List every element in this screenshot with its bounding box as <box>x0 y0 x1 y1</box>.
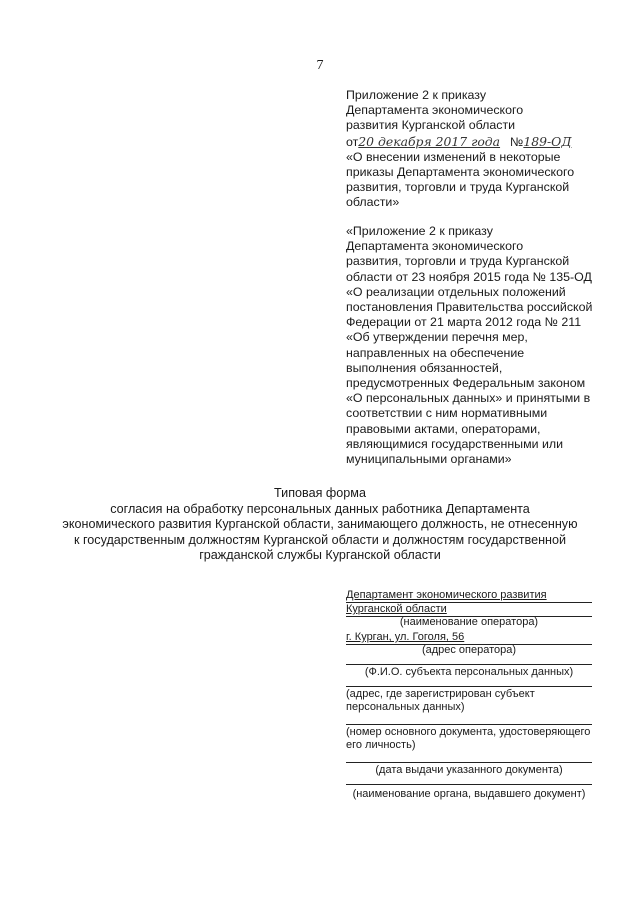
subject-line-1: «О внесении изменений в некоторые <box>346 149 561 164</box>
number-prefix: № <box>510 134 524 149</box>
quote-line-5: «О реализации отдельных положений <box>346 284 566 299</box>
header-line-1: Приложение 2 к приказу <box>346 88 487 102</box>
document-issuer-line[interactable] <box>346 784 592 785</box>
quote-line-4: области от 23 ноября 2015 года № 135-ОД <box>346 269 592 284</box>
document-issuer-caption: (наименование органа, выдавшего документ) <box>352 788 586 800</box>
quoted-appendix <box>346 224 636 467</box>
quote-line-14: правовыми актами, операторами, <box>346 421 541 436</box>
header-line-2: Департамента экономического <box>346 103 524 118</box>
subject-line-2: приказы Департамента экономического <box>346 165 575 180</box>
quote-line-13: соответствии с ним нормативными <box>346 406 548 421</box>
operator-address-caption: (адрес оператора) <box>421 644 517 656</box>
handwritten-date: 20 декабря 2017 года <box>358 133 501 149</box>
registration-address-caption: (адрес, где зарегистрирован субъект персональных данных) <box>346 688 535 713</box>
header-line-3: развития Курганской области <box>346 118 516 133</box>
document-number-caption: (номер основного документа, удостоверяющего его личность) <box>346 726 591 751</box>
title-line-1: Типовая форма <box>274 486 366 500</box>
quote-line-15: являющимися государственными или <box>346 436 564 451</box>
operator-caption: (наименование оператора) <box>399 616 539 628</box>
quote-line-8: «Об утверждении перечня мер, <box>346 330 528 345</box>
title-line-3: экономического развития Курганской области, занимающего должность, не отнесенную <box>62 517 578 532</box>
operator-address: г. Курган, ул. Гоголя, 56 <box>346 630 592 645</box>
quote-line-10: выполнения обязанностей, <box>346 360 503 375</box>
document-number-line[interactable] <box>346 724 592 725</box>
quote-line-3: развития, торговли и труда Курганской <box>346 254 570 269</box>
title-line-5: гражданской службы Курганской области <box>199 548 441 563</box>
registration-address-line[interactable] <box>346 686 592 687</box>
date-prefix: от <box>346 134 359 149</box>
subject-line-4: области» <box>346 195 400 210</box>
document-date-caption: (дата выдачи указанного документа) <box>375 764 563 776</box>
page-number: 7 <box>316 58 324 73</box>
quote-line-7: Федерации от 21 марта 2012 года № 211 <box>346 315 582 330</box>
fio-line[interactable] <box>346 664 592 665</box>
document-date-line[interactable] <box>346 762 592 763</box>
quote-line-2: Департамента экономического <box>346 239 524 254</box>
order-date-line <box>346 134 636 150</box>
quote-line-16: муниципальными органами» <box>346 452 512 467</box>
operator-name-line-2: Курганской области <box>346 602 592 617</box>
fio-caption: (Ф.И.О. субъекта персональных данных) <box>364 666 574 678</box>
handwritten-order-number: 189-ОД <box>523 133 572 149</box>
subject-line-3: развития, торговли и труда Курганской <box>346 180 570 195</box>
title-line-2: согласия на обработку персональных данных работника Департамента <box>110 501 530 516</box>
quote-line-12: «О персональных данных» и принятыми в <box>346 391 591 406</box>
order-header <box>346 88 636 211</box>
operator-name-line-1: Департамент экономического развития <box>346 588 592 603</box>
quote-line-9: направленных на обеспечение <box>346 345 525 360</box>
quote-line-11: предусмотренных Федеральным законом <box>346 376 586 391</box>
consent-form-fields <box>346 584 592 814</box>
quote-line-1: «Приложение 2 к приказу <box>346 224 493 238</box>
form-title <box>0 486 640 564</box>
quote-line-6: постановления Правительства российской <box>346 300 593 315</box>
title-line-4: к государственным должностям Курганской области и должностям государственной <box>73 532 567 547</box>
